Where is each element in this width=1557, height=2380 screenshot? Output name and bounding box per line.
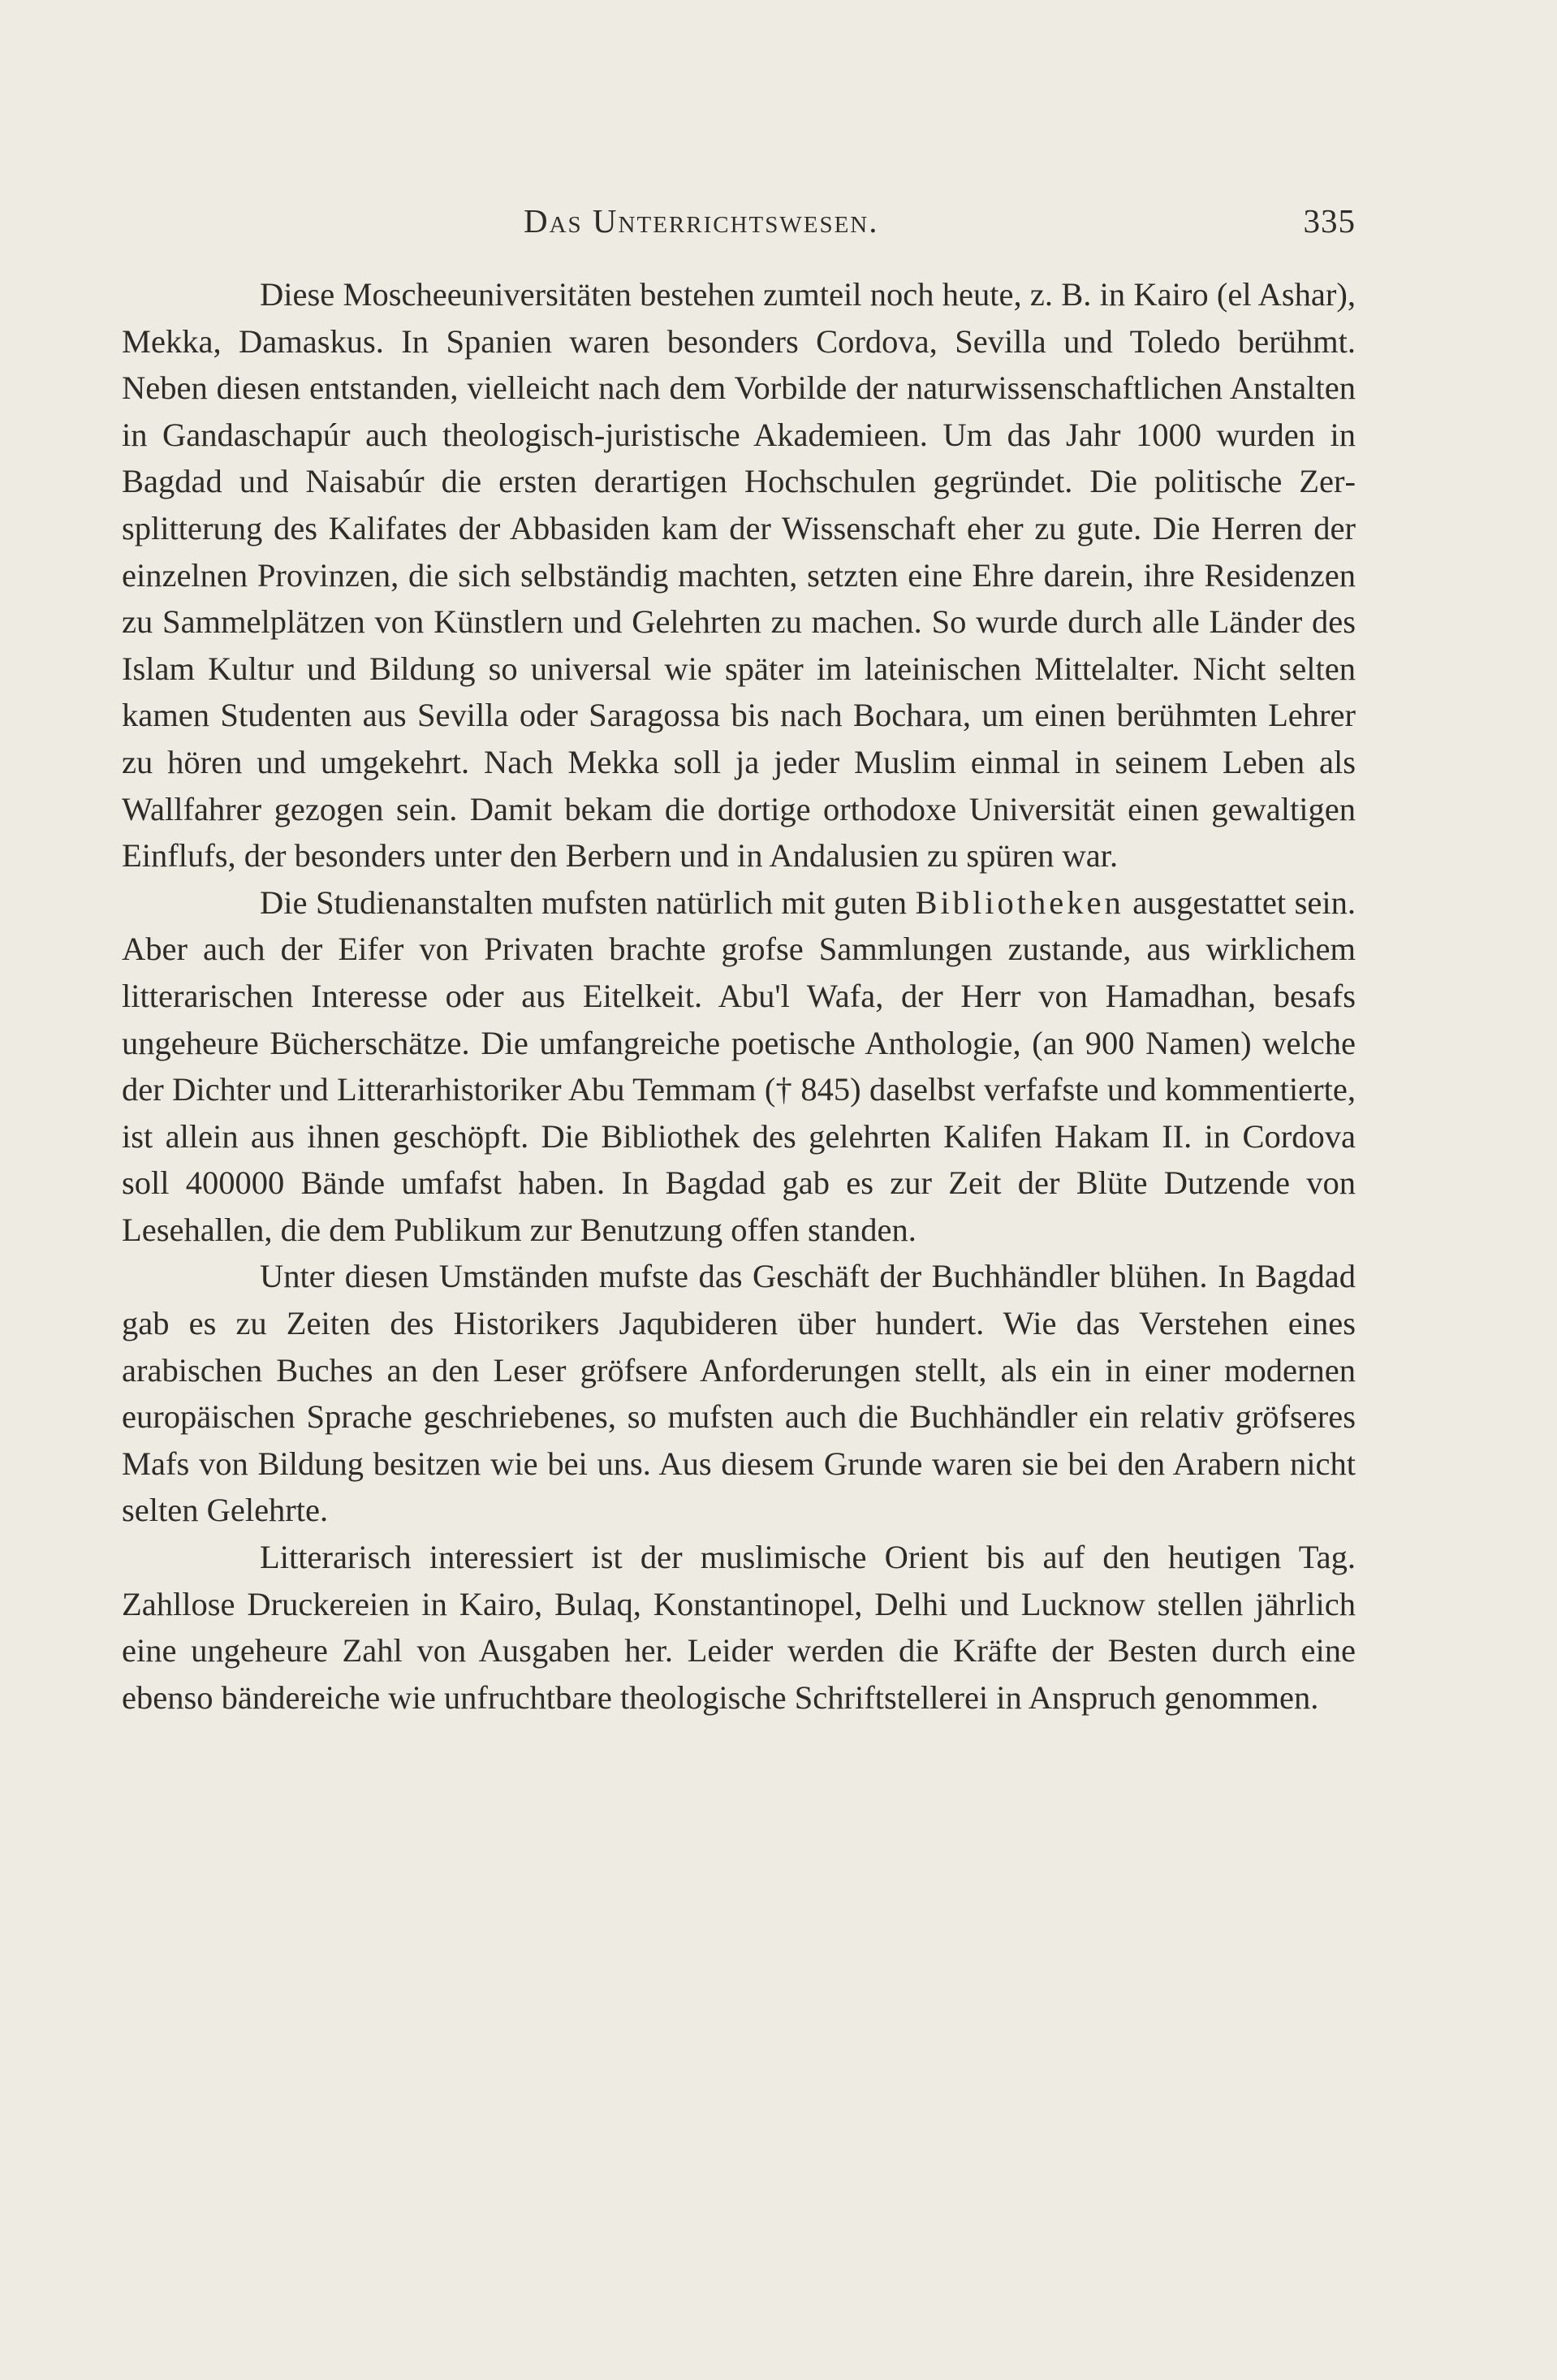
paragraph-buchhaendler: Unter diesen Umständen mufste das Geschäft der Buchhändler blühen. In Bagdad gab es zu Zeiten des Historikers Jaqubideren über hundert. Wie das Verstehen eines arabischen Buches an den Leser gröfsere Anforderungen stellt, als ein in einer modernen europäischen Sprache geschriebenes, so mufsten auch die Buchhändler ein relativ gröfseres Mafs von Bildung besitzen wie bei uns. Aus diesem Grunde waren sie bei den Arabern nicht selten Gelehrte. xyxy=(122,1258,1356,1529)
running-title: Das Unterrichtswesen. xyxy=(524,202,879,240)
paragraph-bibliotheken xyxy=(122,879,1356,1254)
spaced-term-bibliotheken: Bibliotheken xyxy=(915,883,1124,921)
paragraph-litterarisch: Litterarisch interessiert ist der muslimische Orient bis auf den heutigen Tag. Zahllose Druckereien in Kairo, Bulaq, Konstantinopel, Delhi und Lucknow stellen jährlich eine ungeheure Zahl von Ausgaben her. Leider werden die Kräfte der Besten durch eine ebenso bändereiche wie unfruchtbare theologische Schriftstellerei in Anspruch genommen. xyxy=(122,1539,1356,1716)
paragraph-bibliotheken-start: Die Studienanstalten mufsten natürlich mit guten xyxy=(260,883,916,921)
body-text xyxy=(122,271,1356,1721)
paragraph-bibliotheken-rest: ausgestattet sein. Aber auch der Eifer von Privaten brachte grofse Sammlungen zustande, aus wirklichem litterarischen Interesse oder aus Eitelkeit. Abu'l Wafa, der Herr von Hamadhan, besafs ungeheure Bücherschätze. Die umfangreiche poetische Anthologie, (an 900 Namen) welche der Dichter und Litterarhistoriker Abu Temmam († 845) daselbst verfafste und kommentierte, ist allein aus ihnen geschöpft. Die Bibliothek des gelehrten Kalifen Hakam II. in Cordova soll 400000 Bände umfafst haben. In Bagdad gab es zur Zeit der Blüte Dutzende von Lesehallen, die dem Publikum zur Benutzung offen standen. xyxy=(122,883,1356,1248)
page-header xyxy=(122,201,1356,250)
paragraph-moscheeuniversitaeten: Diese Moscheeuniversitäten bestehen zumteil noch heute, z. B. in Kairo (el Ashar), Mekka, Damaskus. In Spanien waren besonders Cordova, Sevilla und Toledo berühmt. Neben diesen entstanden, vielleicht nach dem Vorbilde der naturwissenschaftlichen Anstalten in Gandaschapúr auch theologisch-juristische Akademieen. Um das Jahr 1000 wurden in Bagdad und Naisabúr die ersten derartigen Hochschulen gegründet. Die politische Zersplitterung des Kalifates der Abbasiden kam der Wissenschaft eher zu gute. Die Herren der einzelnen Provinzen, die sich selbständig machten, setzten eine Ehre darein, ihre Residenzen zu Sammelplätzen von Künstlern und Gelehrten zu machen. So wurde durch alle Länder des Islam Kultur und Bildung so universal wie später im lateinischen Mittelalter. Nicht selten kamen Studenten aus Sevilla oder Saragossa bis nach Bochara, um einen berühmten Lehrer zu hören und umgekehrt. Nach Mekka soll ja jeder Muslim einmal in seinem Leben als Wallfahrer gezogen sein. Damit bekam die dortige orthodoxe Universität einen gewaltigen Einflufs, der besonders unter den Berbern und in Andalusien zu spüren war. xyxy=(122,276,1356,875)
page-number: 335 xyxy=(1303,202,1356,240)
